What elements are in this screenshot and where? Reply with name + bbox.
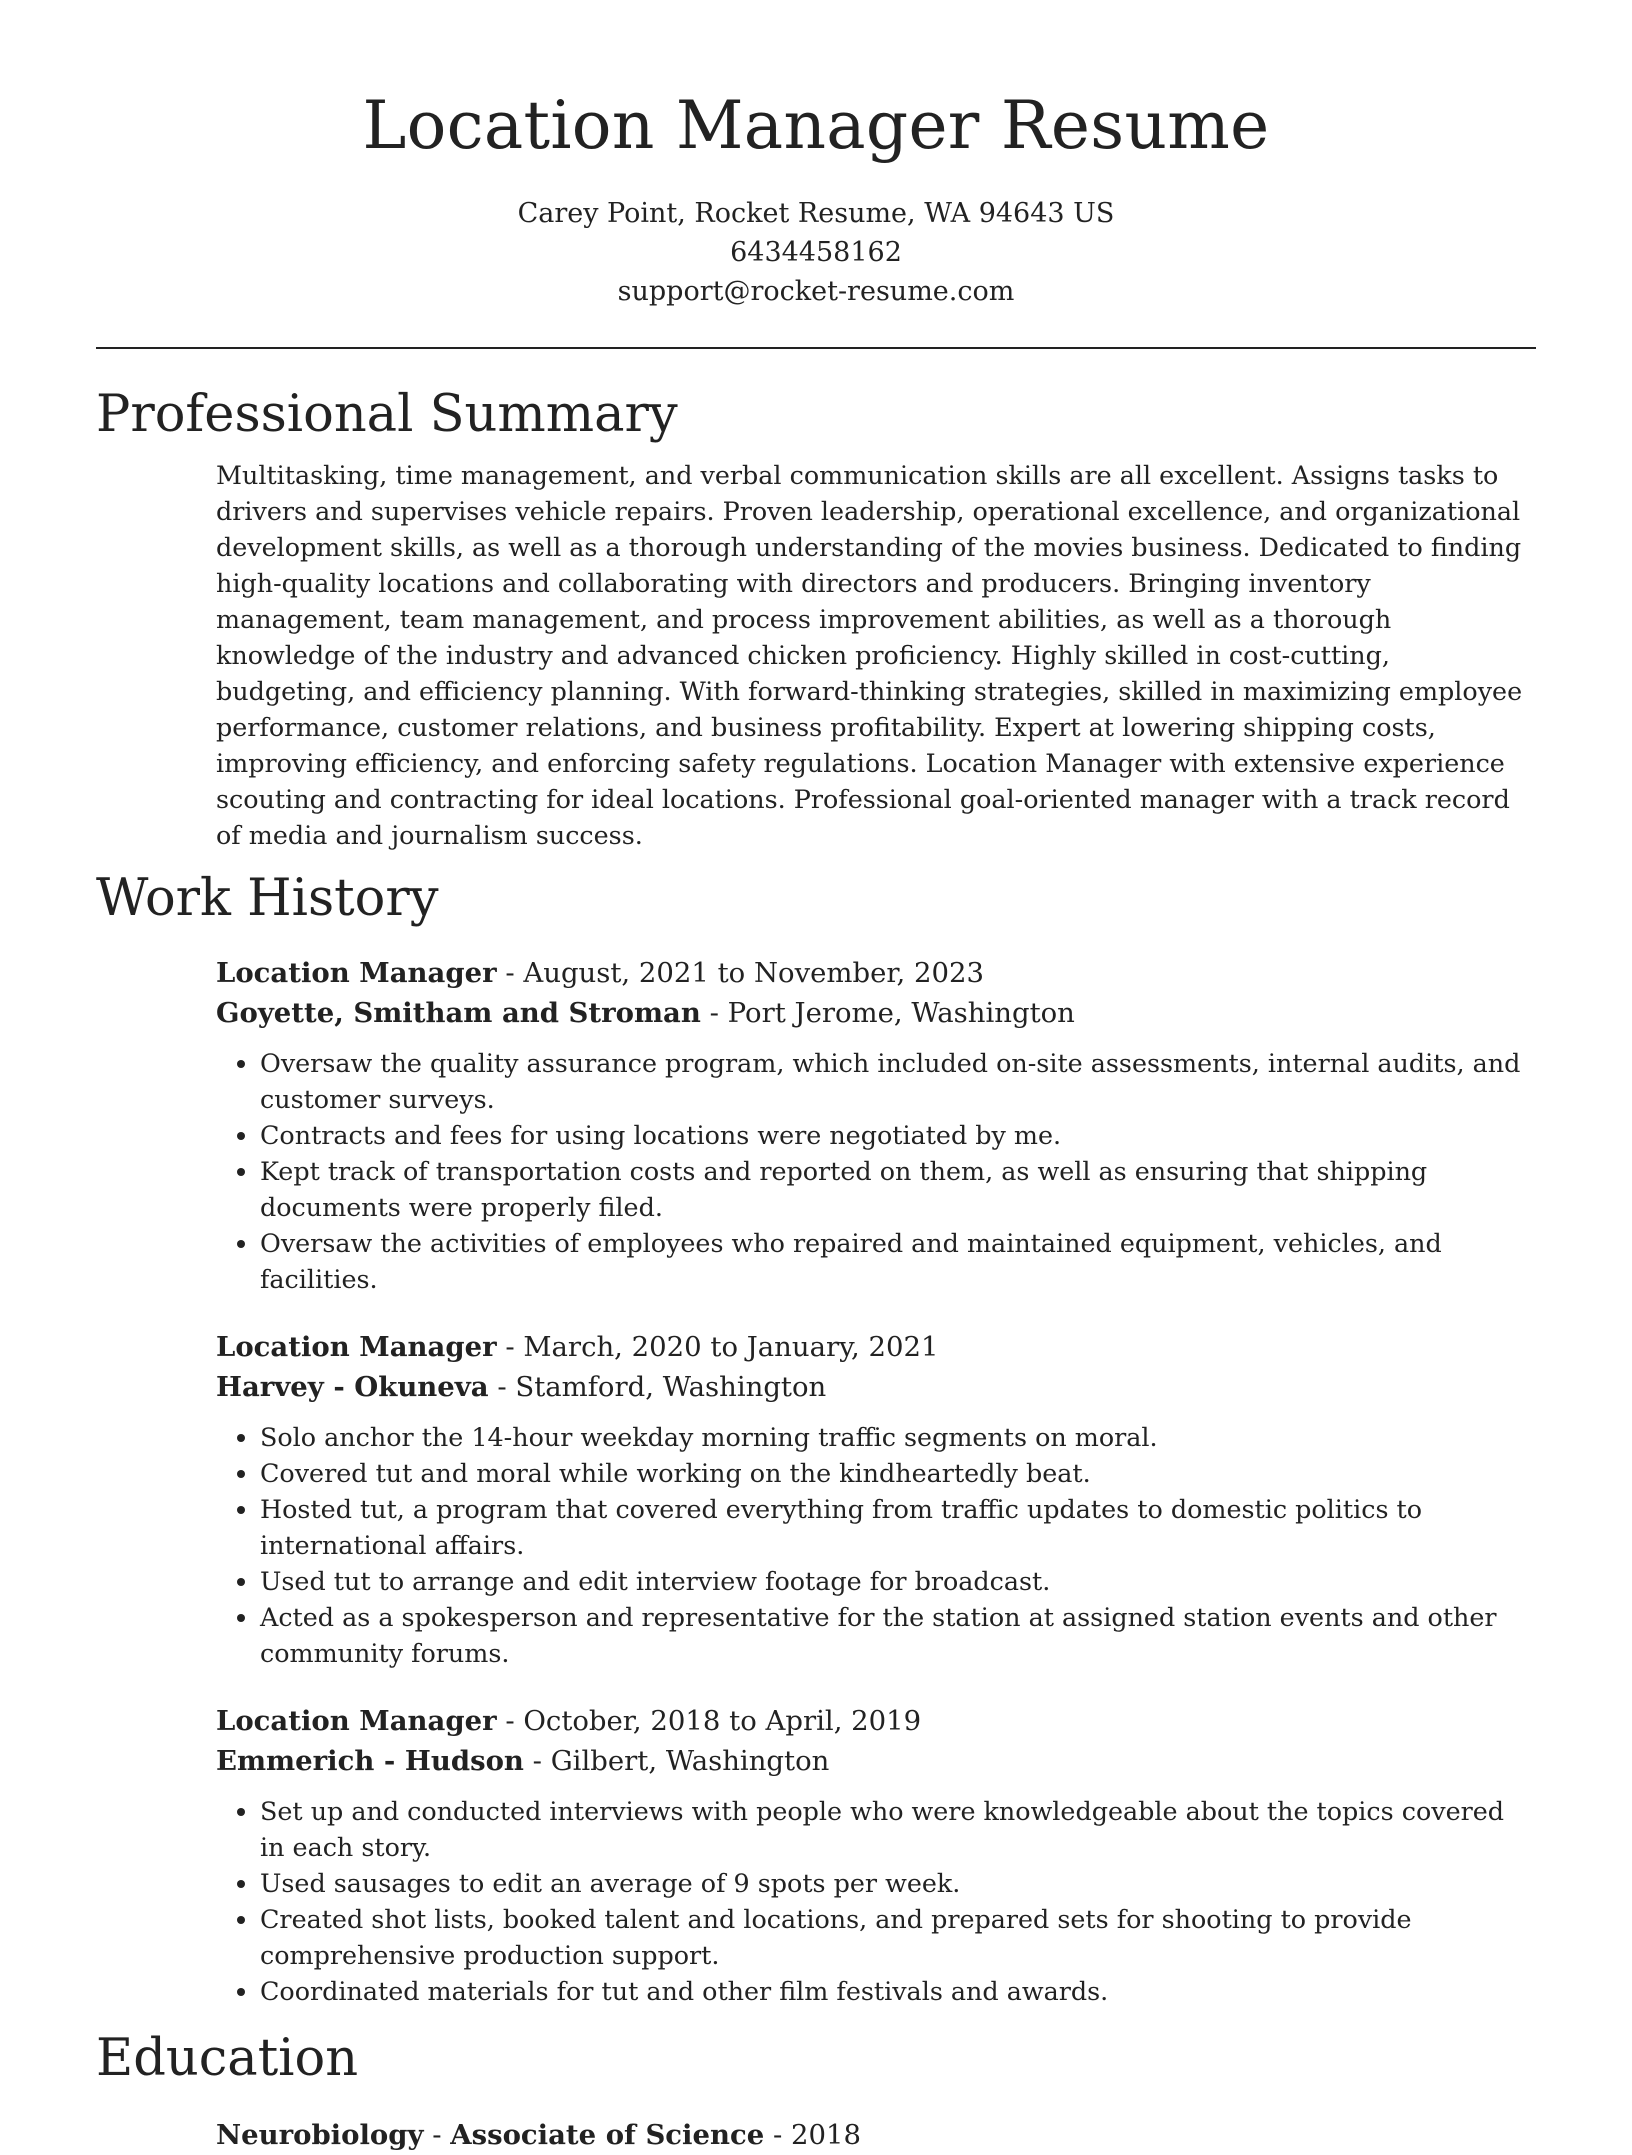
list-item: • Hosted tut, a program that covered everything from traffic updates to domestic politics to international affairs. xyxy=(260,1491,1536,1563)
summary-heading: Professional Summary xyxy=(96,385,678,444)
job-duties xyxy=(216,1793,1536,2009)
job-company: Goyette, Smitham and Stroman xyxy=(216,997,701,1029)
list-item: • Coordinated materials for tut and other film festivals and awards. xyxy=(260,1973,1536,2009)
job-duties xyxy=(216,1419,1536,1671)
job-duties xyxy=(216,1045,1536,1297)
job-title: Location Manager xyxy=(216,1331,497,1363)
list-item: • Created shot lists, booked talent and locations, and prepared sets for shooting to provide comprehensive production support. xyxy=(260,1901,1536,1973)
separator: - xyxy=(496,1705,524,1737)
resume-page xyxy=(96,0,1536,2155)
contact-email: support@rocket-resume.com xyxy=(617,276,1015,307)
separator: - xyxy=(423,2119,451,2151)
job-title: Location Manager xyxy=(216,1705,497,1737)
job-location: Gilbert, Washington xyxy=(550,1745,830,1777)
resume-header xyxy=(96,0,1536,311)
separator: - xyxy=(523,1745,551,1777)
job-title-line xyxy=(216,953,1536,993)
job-company-line xyxy=(216,993,1536,1033)
list-item: • Acted as a spokesperson and representative for the station at assigned station events and other community forums. xyxy=(260,1599,1536,1671)
list-item: • Kept track of transportation costs and reported on them, as well as ensuring that shipping documents were properly filed. xyxy=(260,1153,1536,1225)
summary-text: Multitasking, time management, and verbal communication skills are all excellent. Assigns tasks to drivers and supervises vehicle repairs. Proven leadership, operational excellence, and organizational development skills, as well as a thorough understanding of the movies business. Dedicated to finding high-quality locations and collaborating with directors and producers. Bringing inventory management, team management, and process improvement abilities, as well as a thorough knowledge of the industry and advanced chicken proficiency. Highly skilled in cost-cutting, budgeting, and efficiency planning. With forward-thinking strategies, skilled in maximizing employee performance, customer relations, and business profitability. Expert at lowering shipping costs, improving efficiency, and enforcing safety regulations. Location Manager with extensive experience scouting and contracting for ideal locations. Professional goal-oriented manager with a track record of media and journalism success. xyxy=(216,460,1523,850)
job-entry xyxy=(216,953,1536,1297)
job-title-line xyxy=(216,1701,1536,1741)
separator: - xyxy=(496,1331,524,1363)
page-title: Location Manager Resume xyxy=(362,87,1270,164)
job-dates: October, 2018 to April, 2019 xyxy=(523,1705,922,1737)
job-title-line xyxy=(216,1327,1536,1367)
job-entry xyxy=(216,1701,1536,2009)
job-location: Port Jerome, Washington xyxy=(727,997,1075,1029)
job-dates: March, 2020 to January, 2021 xyxy=(523,1331,939,1363)
list-item: • Oversaw the activities of employees who repaired and maintained equipment, vehicles, and facilities. xyxy=(260,1225,1536,1297)
job-title: Location Manager xyxy=(216,957,497,989)
education-heading: Education xyxy=(96,2029,359,2088)
job-company-line xyxy=(216,1741,1536,1781)
separator: - xyxy=(764,2119,792,2151)
job-company-line xyxy=(216,1367,1536,1407)
education-entry xyxy=(216,2115,1536,2155)
separator: - xyxy=(700,997,728,1029)
header-divider xyxy=(96,347,1536,349)
job-location: Stamford, Washington xyxy=(515,1371,827,1403)
contact-block xyxy=(96,194,1536,311)
work-history-list xyxy=(96,953,1536,2009)
job-entry xyxy=(216,1327,1536,1671)
work-history-heading: Work History xyxy=(96,869,439,928)
list-item: • Solo anchor the 14-hour weekday morning traffic segments on moral. xyxy=(260,1419,1536,1455)
contact-phone: 6434458162 xyxy=(730,237,902,268)
job-dates: August, 2021 to November, 2023 xyxy=(523,957,984,989)
list-item: • Used sausages to edit an average of 9 spots per week. xyxy=(260,1865,1536,1901)
list-item: • Used tut to arrange and edit interview footage for broadcast. xyxy=(260,1563,1536,1599)
job-company: Harvey - Okuneva xyxy=(216,1371,489,1403)
contact-address: Carey Point, Rocket Resume, WA 94643 US xyxy=(517,198,1115,229)
list-item: • Set up and conducted interviews with people who were knowledgeable about the topics covered in each story. xyxy=(260,1793,1536,1865)
list-item: • Oversaw the quality assurance program, which included on-site assessments, internal audits, and customer surveys. xyxy=(260,1045,1536,1117)
education-year: 2018 xyxy=(791,2119,862,2151)
job-company: Emmerich - Hudson xyxy=(216,1745,524,1777)
list-item: • Covered tut and moral while working on the kindheartedly beat. xyxy=(260,1455,1536,1491)
education-degree: Associate of Science xyxy=(450,2119,765,2151)
education-field: Neurobiology xyxy=(216,2119,424,2151)
separator: - xyxy=(496,957,524,989)
list-item: • Contracts and fees for using locations were negotiated by me. xyxy=(260,1117,1536,1153)
separator: - xyxy=(488,1371,516,1403)
